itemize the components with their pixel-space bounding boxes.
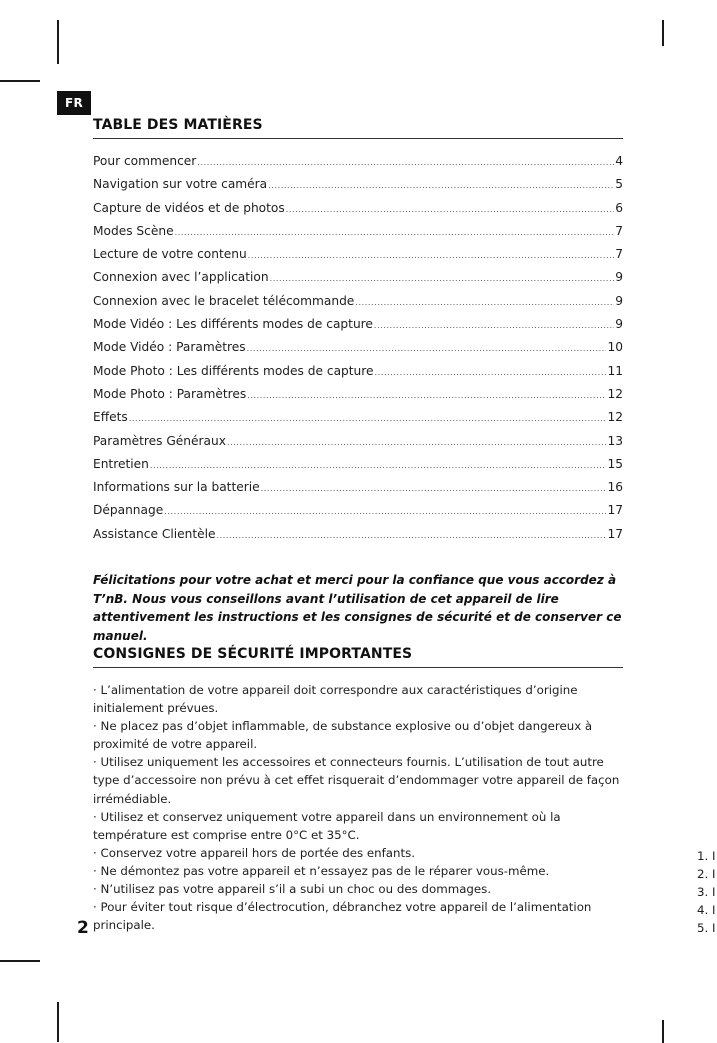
toc-entry-label: Capture de vidéos et de photos: [93, 200, 285, 215]
toc-entry: [93, 383, 623, 406]
toc-entry-page: 12: [607, 386, 623, 401]
toc-entry: [93, 313, 623, 336]
toc-entry: [93, 523, 623, 546]
toc-leader-dots: [129, 407, 607, 430]
crop-mark: [662, 20, 664, 46]
safety-title-rule: [93, 667, 623, 668]
crop-mark: [57, 1002, 59, 1042]
safety-item: · Ne démontez pas votre appareil et n’essayez pas de le réparer vous-même.: [93, 862, 628, 880]
adjacent-page-fragment: 3. I: [697, 885, 716, 900]
toc-entry: [93, 453, 623, 476]
safety-item: · Conservez votre appareil hors de portée des enfants.: [93, 844, 628, 862]
toc-entry-page: 6: [615, 200, 623, 215]
toc-entry: [93, 266, 623, 289]
crop-mark: [0, 80, 40, 82]
toc-leader-dots: [175, 221, 615, 244]
safety-item: · Ne placez pas d’objet inflammable, de substance explosive ou d’objet dangereux à proximité de votre appareil.: [93, 717, 628, 753]
toc-leader-dots: [261, 477, 607, 500]
toc-leader-dots: [197, 151, 614, 174]
toc-entry-page: 17: [607, 526, 623, 541]
toc-entry-page: 12: [607, 410, 623, 425]
safety-item: · N’utilisez pas votre appareil s’il a subi un choc ou des dommages.: [93, 880, 628, 898]
toc-entry-label: Mode Photo : Les différents modes de capture: [93, 363, 374, 378]
toc-entry: [93, 476, 623, 499]
page-number: 2: [77, 918, 89, 938]
toc-leader-dots: [164, 500, 606, 523]
toc-entry-page: 9: [615, 293, 623, 308]
toc-entry-page: 16: [607, 480, 623, 495]
toc-entry-label: Entretien: [93, 456, 149, 471]
toc-entry: [93, 406, 623, 429]
toc-leader-dots: [375, 361, 607, 384]
toc-entry-page: 10: [607, 340, 623, 355]
crop-mark: [662, 1020, 664, 1043]
crop-mark: [57, 20, 59, 64]
safety-list: [93, 681, 628, 934]
toc-entry-label: Lecture de votre contenu: [93, 247, 247, 262]
toc-leader-dots: [268, 174, 614, 197]
toc-leader-dots: [150, 454, 607, 477]
toc-leader-dots: [247, 337, 607, 360]
crop-mark: [0, 960, 40, 962]
toc-entry: [93, 150, 623, 173]
toc-entry: [93, 220, 623, 243]
safety-item: · Utilisez uniquement les accessoires et connecteurs fournis. L’utilisation de tout autre type d’accessoire non prévu à cet effet risquerait d’endommager votre appareil de façon irrémédiable.: [93, 753, 628, 807]
toc-entry-label: Mode Vidéo : Les différents modes de capture: [93, 317, 373, 332]
toc-entry-label: Modes Scène: [93, 223, 174, 238]
toc-leader-dots: [227, 431, 607, 454]
toc-leader-dots: [270, 267, 615, 290]
language-badge: FR: [57, 91, 91, 115]
toc-entry-label: Assistance Clientèle: [93, 526, 216, 541]
adjacent-page-fragment: 4. I: [697, 903, 716, 918]
adjacent-page-fragment-list: [697, 847, 716, 937]
toc-leader-dots: [248, 244, 615, 267]
toc-leader-dots: [247, 384, 606, 407]
adjacent-page-fragment: 1. I: [697, 849, 716, 863]
toc-entry-label: Dépannage: [93, 503, 164, 518]
toc-entry-page: 5: [615, 177, 623, 192]
toc-entry-label: Navigation sur votre caméra: [93, 177, 268, 192]
adjacent-page-fragment: 5. I: [697, 921, 716, 936]
toc-entry: [93, 360, 623, 383]
toc-leader-dots: [355, 291, 614, 314]
table-of-contents: [93, 150, 623, 546]
toc-entry-label: Pour commencer: [93, 154, 197, 168]
safety-item: · L’alimentation de votre appareil doit correspondre aux caractéristiques d’origine initialement prévues.: [93, 681, 628, 717]
toc-entry-page: 11: [607, 363, 623, 378]
toc-entry: [93, 336, 623, 359]
toc-entry: [93, 173, 623, 196]
toc-entry-page: 7: [615, 223, 623, 238]
toc-entry: [93, 197, 623, 220]
intro-paragraph: Félicitations pour votre achat et merci pour la confiance que vous accordez à T’nB. Nous vous conseillons avant l’utilisation de cet appareil de lire attentivement les instructions et les consignes de sécurité et de conserver ce manuel.: [93, 573, 622, 643]
toc-entry-page: 9: [615, 270, 623, 285]
toc-entry-label: Mode Photo : Paramètres: [93, 386, 247, 401]
toc-leader-dots: [286, 198, 615, 221]
toc-title: TABLE DES MATIÈRES: [93, 117, 263, 133]
toc-entry-page: 7: [615, 247, 623, 262]
toc-entry-label: Paramètres Généraux: [93, 433, 226, 448]
toc-leader-dots: [216, 524, 606, 547]
toc-entry-label: Informations sur la batterie: [93, 480, 260, 495]
toc-entry-label: Connexion avec l’application: [93, 270, 269, 285]
toc-entry-label: Mode Vidéo : Paramètres: [93, 340, 246, 355]
toc-entry-page: 4: [615, 154, 623, 168]
toc-entry-page: 9: [615, 317, 623, 332]
toc-entry: [93, 243, 623, 266]
toc-entry: [93, 290, 623, 313]
safety-item: · Utilisez et conservez uniquement votre appareil dans un environnement où la température est comprise entre 0°C et 35°C.: [93, 808, 628, 844]
toc-entry-label: Connexion avec le bracelet télécommande: [93, 293, 355, 308]
toc-leader-dots: [374, 314, 614, 337]
toc-entry-page: 13: [607, 433, 623, 448]
toc-entry-page: 17: [607, 503, 623, 518]
safety-item: · Pour éviter tout risque d’électrocution, débranchez votre appareil de l’alimentation principale.: [93, 898, 628, 934]
toc-entry-page: 15: [607, 456, 623, 471]
safety-title: CONSIGNES DE SÉCURITÉ IMPORTANTES: [93, 646, 413, 662]
adjacent-page-fragment: 2. I: [697, 867, 716, 882]
toc-title-rule: [93, 138, 623, 139]
toc-entry: [93, 499, 623, 522]
toc-entry: [93, 430, 623, 453]
toc-entry-label: Effets: [93, 410, 128, 425]
